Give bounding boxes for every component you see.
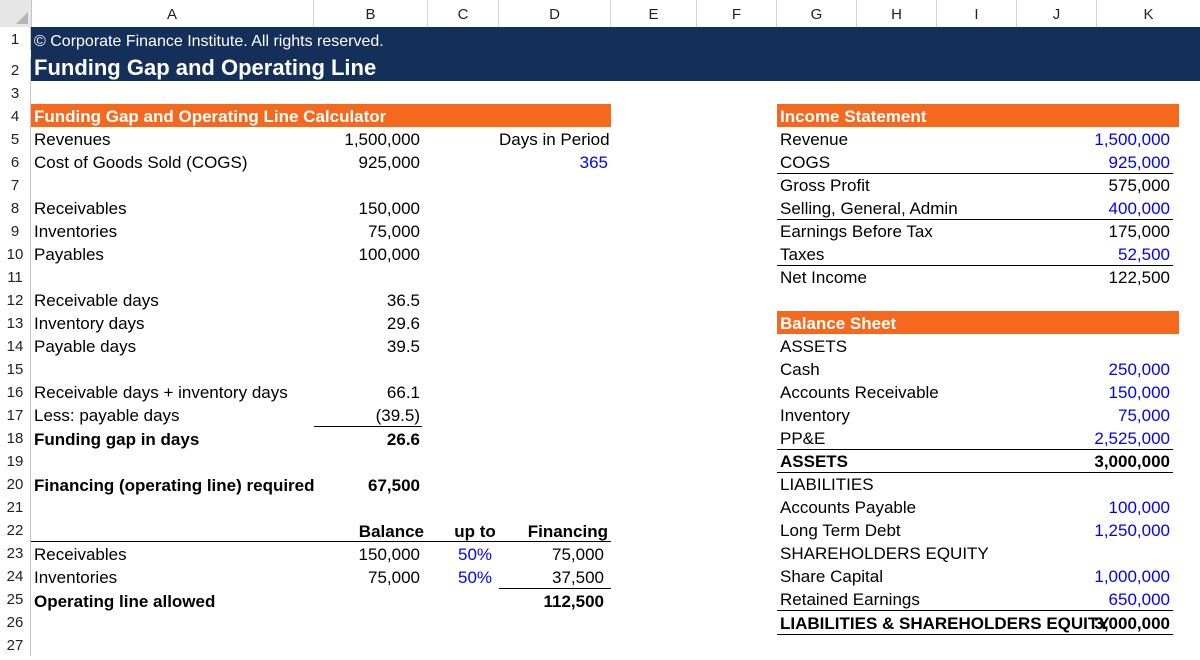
- row-header[interactable]: 27: [0, 633, 31, 656]
- cogs-label: Cost of Goods Sold (COGS): [34, 153, 248, 172]
- column-header-k[interactable]: K: [1143, 6, 1154, 23]
- payable-days-value[interactable]: 39.5: [386, 337, 420, 356]
- bs-equity-heading: SHAREHOLDERS EQUITY: [780, 544, 989, 563]
- inventories-value[interactable]: 75,000: [368, 222, 420, 241]
- column-header-f[interactable]: F: [697, 0, 777, 27]
- operating-line-allowed-label: Operating line allowed: [34, 592, 216, 611]
- bs-ap-label: Accounts Payable: [780, 498, 917, 517]
- receivable-days-label: Receivable days: [34, 291, 159, 310]
- bs-ap-value[interactable]: 100,000: [1108, 498, 1170, 517]
- revenues-value[interactable]: 1,500,000: [344, 130, 420, 149]
- row-header[interactable]: 17: [0, 403, 31, 426]
- column-header-a[interactable]: A: [31, 0, 314, 27]
- payables-value[interactable]: 100,000: [358, 245, 420, 264]
- bs-ar-label: Accounts Receivable: [780, 383, 939, 402]
- inventories-label: Inventories: [34, 222, 118, 241]
- revenues-label: Revenues: [34, 130, 111, 149]
- bs-ar-value[interactable]: 150,000: [1108, 383, 1170, 402]
- inventory-days-value[interactable]: 29.6: [386, 314, 420, 333]
- row-header[interactable]: 22: [0, 518, 31, 541]
- row-header[interactable]: 4: [0, 104, 31, 127]
- bs-ppe-label: PP&E: [780, 429, 826, 448]
- receivables-value[interactable]: 150,000: [358, 199, 420, 218]
- upto-column-header: up to: [454, 522, 496, 541]
- financing-column-header: Financing: [527, 522, 608, 541]
- row-header[interactable]: 21: [0, 495, 31, 518]
- row-header[interactable]: 24: [0, 564, 31, 587]
- bs-ltd-value[interactable]: 1,250,000: [1094, 521, 1170, 540]
- row-header[interactable]: 15: [0, 357, 31, 380]
- bs-share-capital-label: Share Capital: [780, 567, 884, 586]
- receivables-label: Receivables: [34, 199, 127, 218]
- is-cogs-value[interactable]: 925,000: [1108, 153, 1170, 172]
- is-net-income-value[interactable]: 122,500: [1108, 268, 1170, 287]
- bs-retained-label: Retained Earnings: [780, 590, 920, 609]
- row-header[interactable]: 6: [0, 150, 31, 173]
- row-header[interactable]: 5: [0, 127, 31, 150]
- is-ebt-value[interactable]: 175,000: [1108, 222, 1170, 241]
- funding-gap-label: Funding gap in days: [34, 430, 200, 449]
- column-header-g[interactable]: G: [777, 0, 857, 27]
- is-revenue-label: Revenue: [780, 130, 849, 149]
- ol-receivables-percent[interactable]: 50%: [457, 545, 493, 564]
- ol-inventories-percent[interactable]: 50%: [457, 568, 493, 587]
- column-header-bar: [0, 0, 1200, 28]
- balance-sheet-title: Balance Sheet: [780, 314, 897, 333]
- is-gross-profit-value[interactable]: 575,000: [1108, 176, 1170, 195]
- total-le-rule-bottom: [777, 634, 1173, 635]
- column-header-e[interactable]: E: [611, 0, 697, 27]
- bs-retained-value[interactable]: 650,000: [1108, 590, 1170, 609]
- ol-receivables-label: Receivables: [34, 545, 127, 564]
- row-header[interactable]: 12: [0, 288, 31, 311]
- bs-liabilities-heading: LIABILITIES: [780, 475, 874, 494]
- inventory-days-label: Inventory days: [34, 314, 145, 333]
- payable-days-label: Payable days: [34, 337, 137, 356]
- days-in-period-label: Days in Period: [499, 130, 610, 149]
- column-header-i[interactable]: I: [937, 0, 1017, 27]
- bs-total-assets-value[interactable]: 3,000,000: [1094, 452, 1170, 471]
- select-all-corner[interactable]: [0, 0, 32, 27]
- row-header[interactable]: 25: [0, 587, 31, 610]
- cogs-value[interactable]: 925,000: [358, 153, 420, 172]
- row-header[interactable]: 8: [0, 196, 31, 219]
- bs-share-capital-value[interactable]: 1,000,000: [1094, 567, 1170, 586]
- receivable-days-value[interactable]: 36.5: [386, 291, 420, 310]
- is-gross-profit-label: Gross Profit: [780, 176, 870, 195]
- is-net-income-label: Net Income: [780, 268, 867, 287]
- row-header[interactable]: 2: [0, 58, 31, 81]
- row-header[interactable]: 16: [0, 380, 31, 403]
- row-header[interactable]: 11: [0, 265, 31, 288]
- row-header[interactable]: 19: [0, 449, 31, 472]
- financing-required-label: Financing (operating line) required: [34, 476, 315, 495]
- row-header[interactable]: 3: [0, 81, 31, 104]
- row-header[interactable]: 13: [0, 311, 31, 334]
- bs-total-le-label: LIABILITIES & SHAREHOLDERS EQUITY: [780, 614, 1110, 633]
- bs-ppe-value[interactable]: 2,525,000: [1094, 429, 1170, 448]
- days-in-period-value[interactable]: 365: [579, 153, 608, 172]
- row-header[interactable]: 18: [0, 426, 31, 449]
- copyright-text: © Corporate Finance Institute. All rights reserved.: [34, 33, 384, 50]
- funding-gap-value[interactable]: 26.6: [386, 430, 420, 449]
- column-header-b[interactable]: B: [314, 0, 428, 27]
- ol-inventories-financing[interactable]: 37,500: [552, 568, 604, 587]
- bs-ltd-label: Long Term Debt: [780, 521, 901, 540]
- row-header[interactable]: 26: [0, 610, 31, 633]
- bs-inventory-label: Inventory: [780, 406, 850, 425]
- row-header[interactable]: 7: [0, 173, 31, 196]
- ol-inventories-balance[interactable]: 75,000: [368, 568, 420, 587]
- is-sga-value[interactable]: 400,000: [1108, 199, 1170, 218]
- rec-inv-days-value[interactable]: 66.1: [386, 383, 420, 402]
- bs-total-le-value[interactable]: 3,000,000: [1094, 614, 1170, 633]
- row-header[interactable]: 10: [0, 242, 31, 265]
- column-header-j[interactable]: J: [1017, 0, 1097, 27]
- is-revenue-value[interactable]: 1,500,000: [1094, 130, 1170, 149]
- row-header[interactable]: 20: [0, 472, 31, 495]
- ol-receivables-balance[interactable]: 150,000: [358, 545, 420, 564]
- ol-receivables-financing[interactable]: 75,000: [552, 545, 604, 564]
- payables-label: Payables: [34, 245, 104, 264]
- less-payable-days-value[interactable]: (39.5): [375, 406, 420, 425]
- column-header-h[interactable]: H: [857, 0, 937, 27]
- less-payable-days-label: Less: payable days: [34, 406, 180, 425]
- rec-inv-days-label: Receivable days + inventory days: [34, 383, 288, 402]
- is-taxes-label: Taxes: [780, 245, 825, 264]
- bs-assets-heading: ASSETS: [780, 337, 848, 356]
- operating-line-allowed-value[interactable]: 112,500: [543, 592, 604, 611]
- ol-inventories-label: Inventories: [34, 568, 118, 587]
- bs-cash-label: Cash: [780, 360, 820, 379]
- is-cogs-label: COGS: [780, 153, 831, 172]
- row-header[interactable]: 1: [0, 27, 31, 50]
- income-statement-title: Income Statement: [780, 107, 927, 126]
- is-sga-label: Selling, General, Admin: [780, 199, 958, 218]
- column-header-d[interactable]: D: [499, 0, 611, 27]
- is-ebt-label: Earnings Before Tax: [780, 222, 933, 241]
- bs-total-assets-label: ASSETS: [780, 452, 849, 471]
- row-header[interactable]: 23: [0, 541, 31, 564]
- row-header[interactable]: 14: [0, 334, 31, 357]
- bs-cash-value[interactable]: 250,000: [1108, 360, 1170, 379]
- financing-required-value[interactable]: 67,500: [368, 476, 420, 495]
- balance-column-header: Balance: [358, 522, 424, 541]
- is-taxes-value[interactable]: 52,500: [1118, 245, 1170, 264]
- calculator-title: Funding Gap and Operating Line Calculator: [34, 107, 387, 126]
- bs-inventory-value[interactable]: 75,000: [1118, 406, 1170, 425]
- row-header[interactable]: 9: [0, 219, 31, 242]
- column-header-c[interactable]: C: [428, 0, 499, 27]
- page-title: Funding Gap and Operating Line: [34, 55, 377, 80]
